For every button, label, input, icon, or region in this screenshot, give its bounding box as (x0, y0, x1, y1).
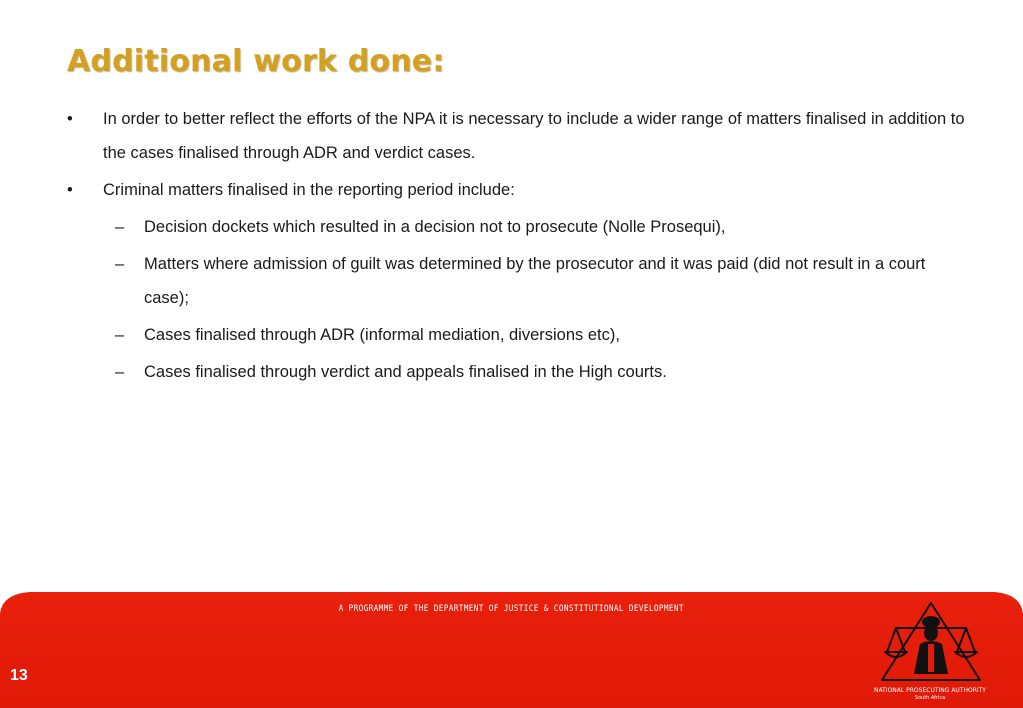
dash-marker: – (115, 218, 125, 236)
npa-logo (862, 600, 998, 704)
bullet-marker: • (67, 110, 73, 128)
dash-marker: – (115, 255, 125, 273)
bullet-item (67, 173, 967, 207)
bullet-text: In order to better reflect the efforts of the NPA it is necessary to include a wider range of matters finalised in addition to the cases finalised through ADR and verdict cases. (103, 110, 965, 162)
bullet-text: Criminal matters finalised in the reporting period include: (103, 181, 515, 199)
sub-bullet-item (67, 210, 967, 244)
sub-bullet-text: Matters where admission of guilt was determined by the prosecutor and it was paid (did not result in a court case); (144, 255, 926, 307)
logo-name: NATIONAL PROSECUTING AUTHORITY (874, 687, 986, 694)
page-number: 13 (10, 667, 28, 684)
bullet-list (67, 102, 967, 392)
scales-of-justice-figure-icon (876, 600, 986, 686)
sub-bullet-item (67, 247, 967, 315)
bullet-item (67, 102, 967, 170)
footer-tagline: A PROGRAMME OF THE DEPARTMENT OF JUSTICE & CONSTITUTIONAL DEVELOPMENT (338, 604, 684, 614)
bullet-marker: • (67, 181, 73, 199)
sub-bullet-text: Cases finalised through ADR (informal mediation, diversions etc), (144, 326, 620, 344)
sub-bullet-text: Cases finalised through verdict and appeals finalised in the High courts. (144, 363, 667, 381)
dash-marker: – (115, 363, 125, 381)
slide-title: Additional work done: (67, 44, 445, 79)
dash-marker: – (115, 326, 125, 344)
sub-bullet-item (67, 355, 967, 389)
sub-bullet-text: Decision dockets which resulted in a decision not to prosecute (Nolle Prosequi), (144, 218, 726, 236)
sub-bullet-item (67, 318, 967, 352)
logo-subtitle: South Africa (914, 695, 946, 701)
footer-band (0, 592, 1023, 708)
